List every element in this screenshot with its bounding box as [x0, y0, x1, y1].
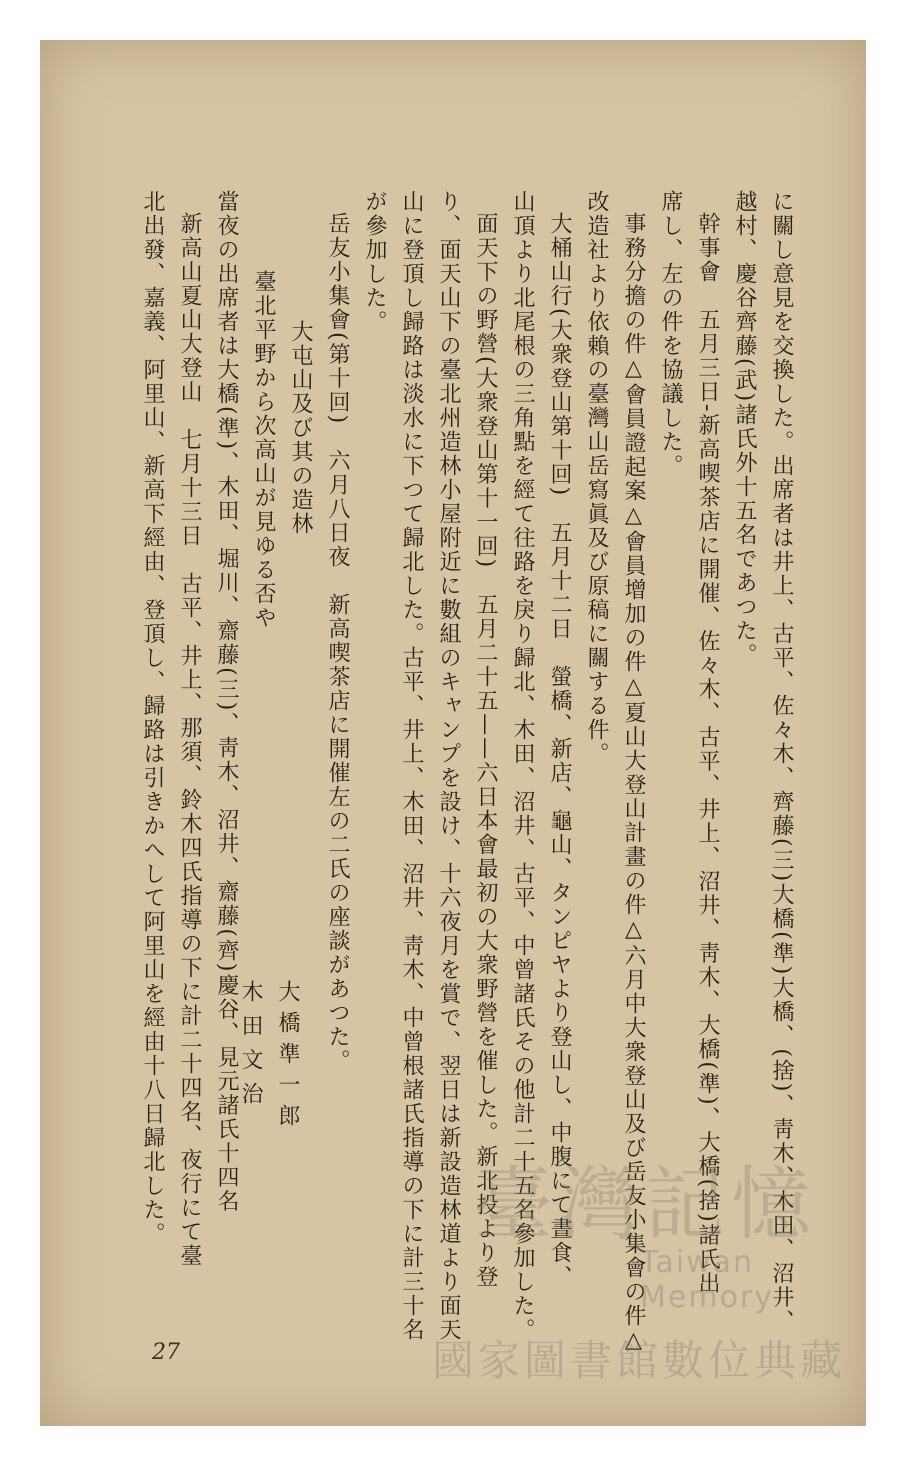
text-line-10: 山に登頂し歸路は淡水に下つて歸北した。古平、井上、木田、沼井、靑木、中曾根諸氏指導の下に計三十名 [399, 190, 424, 1342]
text-line-0: に關し意見を交換した。出席者は井上、古平、佐々木、齊藤(三)大橋(準)大橋、(捨)、靑木、木田、沼井、 [769, 190, 794, 1334]
text-line-5: 改造社より依賴の臺灣山岳寫眞及び原稿に關する件。 [584, 190, 609, 766]
text-line-last: 北出發、嘉義、阿里山、新高下經由、登頂し、歸路は引きかへして阿里山を經由十八日歸北した。 [140, 190, 165, 1246]
text-line-2: 幹事會 五月三日‐新高喫茶店に開催、佐々木、古平、井上、沼井、靑木、大橋(準)、大橋(捨)諸氏出 [695, 212, 720, 1296]
text-line-attendance: 當夜の出席者は大橋(準)、木田、堀川、齋藤(三)、靑木、沼井、齋藤(齊)慶谷、見元諸氏十四名 [214, 190, 239, 1214]
watermark-sub: 國家圖書館數位典藏 [432, 1336, 847, 1385]
text-line-4: 事務分擔の件△會員證起案△會員增加の件△夏山大登山計畫の件△六月中大衆登山及び岳友小集會の件△ [621, 212, 646, 1355]
page-number: 27 [152, 1340, 180, 1365]
document-page [40, 40, 866, 1426]
text-line-1: 越村、慶谷齊藤(武)諸氏外十五名であつた。 [732, 190, 757, 668]
text-line-8: 面天下の野營(大衆登山第十一回) 五月二十五——六日本會最初の大衆野營を催した。新北投より登 [473, 212, 498, 1290]
text-line-12: 岳友小集會(第十回) 六月八日夜 新高喫茶店に開催左の二氏の座談があつた。 [325, 212, 350, 1074]
text-line-6: 大桶山行(大衆登山第十回) 五月十二日 螢橋、新店、龜山、タンピヤより登山し、中腹にて晝食、 [547, 212, 572, 1290]
speaker-name-2: 木田文治 [238, 980, 263, 1116]
text-line-summer-climb: 新高山夏山大登山 七月十三日 古平、井上、那須、鈴木四氏指導の下に計二十四名、夜行にて臺 [177, 212, 202, 1268]
watermark-english: Taiwan Memory [640, 1245, 775, 1315]
text-line-11: が參加した。 [362, 190, 387, 334]
text-line-7: 山頂より北尾根の三角點を經て往路を戾り歸北、木田、沼井、古平、中曾諸氏その他計二十五名參加した。 [510, 190, 535, 1342]
text-line-9: り、面天山下の臺北州造林小屋附近に數組のキャンプを設け、十六夜月を賞で、翌日は新設造林道より面天 [436, 190, 461, 1342]
speaker-name-1: 大橋準一郎 [275, 980, 300, 1135]
lecture-title-1: 大屯山及び其の造林 [288, 320, 313, 536]
watermark-main: 臺灣記憶 [473, 1158, 817, 1251]
text-line-3: 席し、左の件を協議した。 [658, 190, 683, 478]
lecture-title-2: 臺北平野から次高山が見ゆる否や [251, 270, 276, 630]
